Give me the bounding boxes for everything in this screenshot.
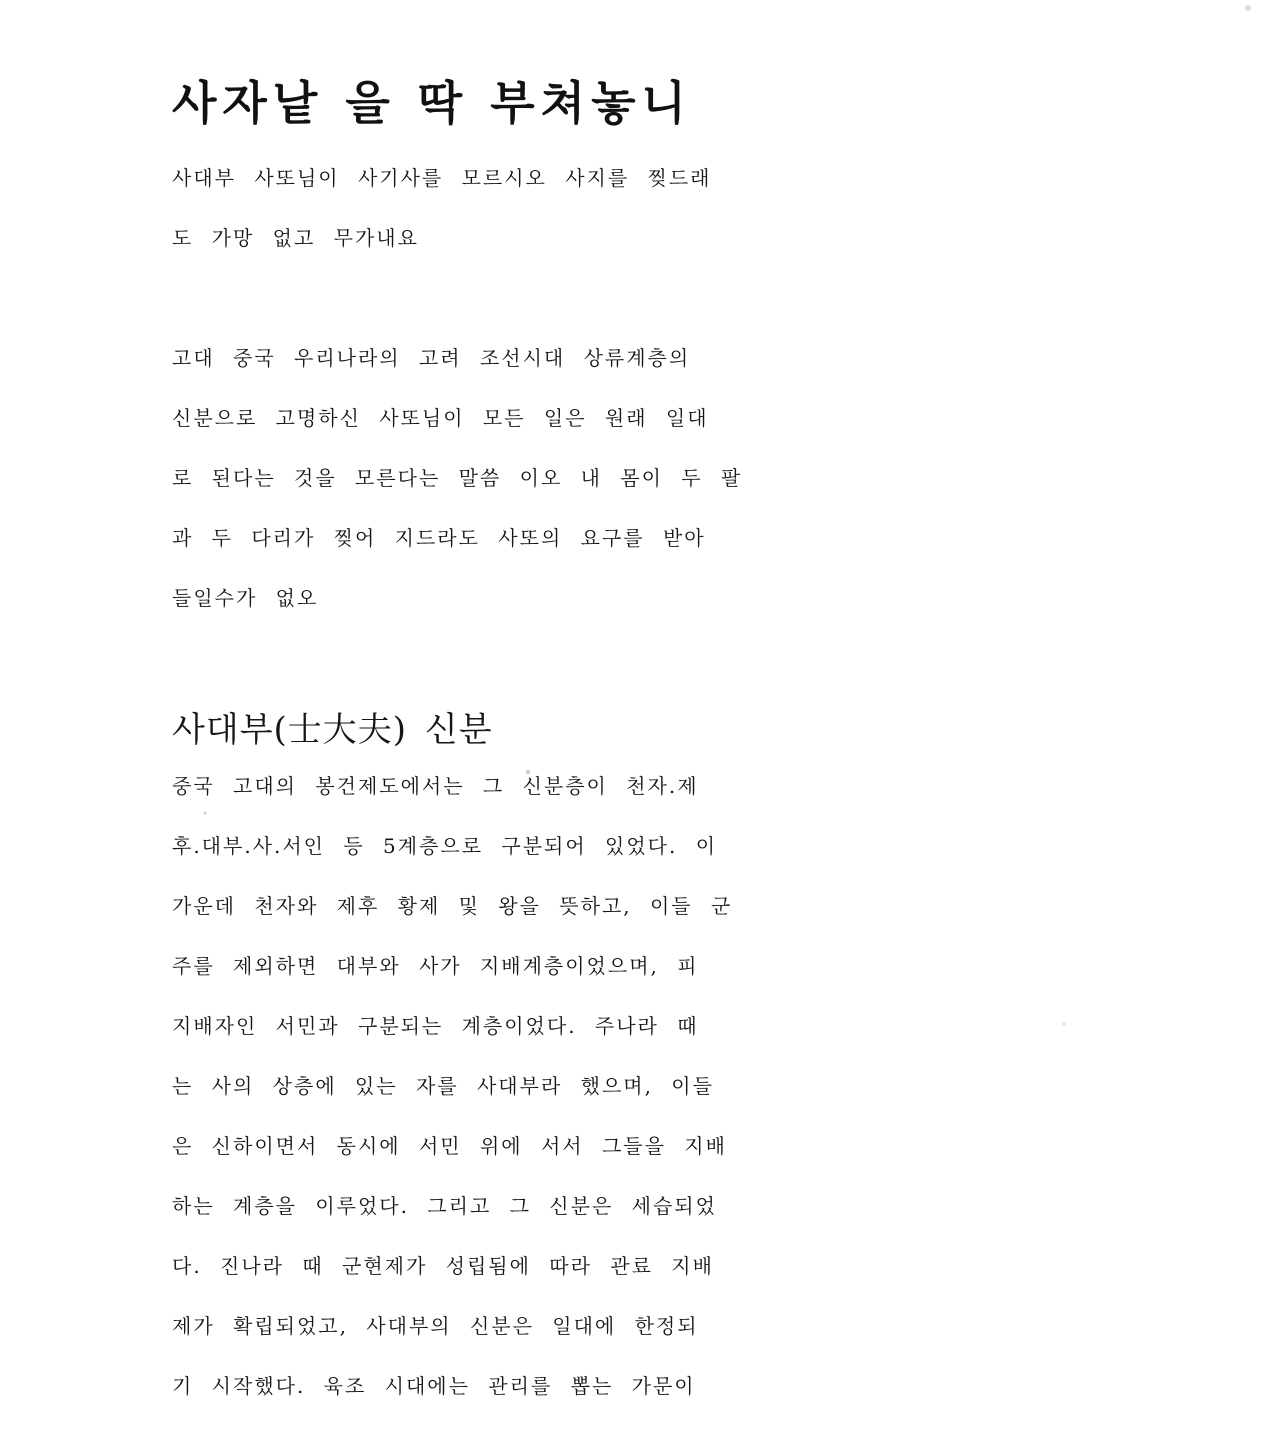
section-line: 제가 확립되었고, 사대부의 신분은 일대에 한정되 <box>172 1314 699 1338</box>
scan-speck <box>1245 5 1251 11</box>
section-heading: 사대부(士大夫) 신분 <box>172 710 493 750</box>
section-line: 은 신하이면서 동시에 서민 위에 서서 그들을 지배 <box>172 1134 727 1158</box>
explanation-block <box>172 328 1072 628</box>
section-line: 중국 고대의 봉건제도에서는 그 신분층이 천자.제 <box>172 774 699 798</box>
section-line: 주를 제외하면 대부와 사가 지배계층이었으며, 피 <box>172 954 699 978</box>
section-line: 가운데 천자와 제후 황제 및 왕을 뜻하고, 이들 군 <box>172 894 733 918</box>
section-line: 는 사의 상층에 있는 자를 사대부라 했으며, 이들 <box>172 1074 714 1098</box>
verse-line: 사대부 사또님이 사기사를 모르시오 사지를 찢드래 <box>172 166 712 190</box>
spacer <box>172 628 1072 684</box>
explanation-line: 고대 중국 우리나라의 고려 조선시대 상류계층의 <box>172 346 691 370</box>
explanation-line: 신분으로 고명하신 사또님이 모든 일은 원래 일대 <box>172 406 709 430</box>
section-line: 다. 진나라 때 군현제가 성립됨에 따라 관료 지배 <box>172 1254 714 1278</box>
explanation-line: 과 두 다리가 찢어 지드라도 사또의 요구를 받아 <box>172 526 706 550</box>
section-line: 기 시작했다. 육조 시대에는 관리를 뽑는 가문이 <box>172 1374 696 1398</box>
section-body <box>172 756 1072 1416</box>
explanation-line: 들일수가 없오 <box>172 586 319 610</box>
section-line: 후.대부.사.서인 등 5계층으로 구분되어 있었다. 이 <box>172 834 718 858</box>
document-title: 사자낱 을 딱 부쳐놓니 <box>172 76 692 130</box>
verse-block <box>172 148 1072 268</box>
verse-line: 도 가망 없고 무가내요 <box>172 226 419 250</box>
section-line: 지배자인 서민과 구분되는 계층이었다. 주나라 때 <box>172 1014 699 1038</box>
document-page <box>172 72 1072 1416</box>
spacer <box>172 268 1072 328</box>
section-line: 하는 계층을 이루었다. 그리고 그 신분은 세습되었 <box>172 1194 717 1218</box>
explanation-line: 로 된다는 것을 모른다는 말씀 이오 내 몸이 두 팔 <box>172 466 743 490</box>
